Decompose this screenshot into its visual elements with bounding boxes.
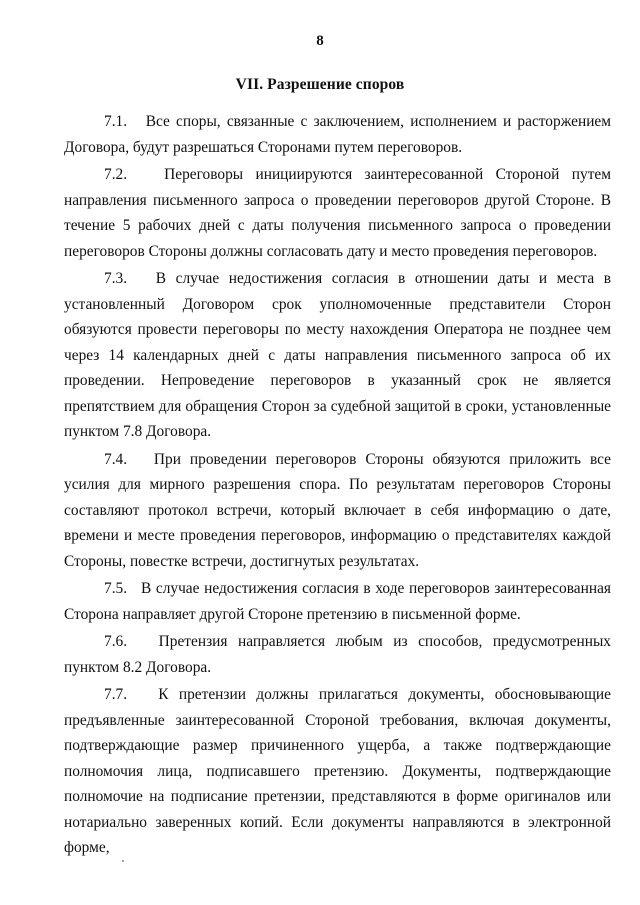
section-heading: VII. Разрешение споров bbox=[235, 76, 405, 93]
paragraph-7-5 bbox=[64, 576, 611, 627]
document-body bbox=[64, 109, 611, 863]
paragraph-text: В случае недостижения согласия в отношении даты и места в установленный Договором срок уполномоченные представители Сторон обязуются провести переговоры по месту нахождения Оператора не позднее чем через 14 календарных дней с даты направления письменного запроса об их проведении. Непроведение переговоров в указанный срок не является препятствием для обращения Сторон за судебной защитой в сроки, установленные пунктом 7.8 Договора. bbox=[64, 270, 611, 440]
paragraph-text: Претензия направляется любым из способов, предусмотренных пунктом 8.2 Договора. bbox=[64, 633, 611, 676]
paragraph-7-1 bbox=[64, 109, 611, 160]
paragraph-number: 7.2. bbox=[104, 166, 128, 183]
paragraph-7-3 bbox=[64, 266, 611, 445]
paragraph-number: 7.5. bbox=[104, 580, 128, 597]
paragraph-text: Все споры, связанные с заключением, исполнением и расторжением Договора, будут разрешаться Сторонами путем переговоров. bbox=[64, 113, 612, 156]
paragraph-7-4 bbox=[64, 447, 611, 575]
paragraph-7-2 bbox=[64, 162, 611, 264]
paragraph-number: 7.4. bbox=[104, 450, 128, 468]
paragraph-number: 7.1. bbox=[104, 113, 128, 130]
scan-speck bbox=[122, 860, 124, 862]
paragraph-text: В случае недостижения согласия в ходе переговоров заинтересованная Сторона направляет другой Стороне претензию в письменной форме. bbox=[64, 580, 611, 623]
page-number: 8 bbox=[316, 33, 324, 49]
paragraph-number: 7.6. bbox=[104, 633, 128, 650]
paragraph-number: 7.3. bbox=[104, 270, 128, 287]
paragraph-number: 7.7. bbox=[104, 686, 128, 703]
paragraph-text: К претензии должны прилагаться документы, обосновывающие предъявленные заинтересованной Стороной требования, включая документы, подтверждающие размер причиненного ущерба, а также подтверждающие полномочия лица, подписавшего претензию. Документы, подтверждающие полномочие на подписание претензии, представляются в форме оригиналов или нотариально заверенных копий. Если документы направляются в электронной форме, bbox=[64, 686, 611, 856]
paragraph-7-6 bbox=[64, 629, 611, 680]
paragraph-7-7 bbox=[64, 682, 611, 861]
paragraph-text: При проведении переговоров Стороны обязуются приложить все усилия для мирного разрешения спора. По результатам переговоров Стороны составляют протокол встречи, который включает в себя информацию о дате, времени и месте проведения переговоров, информацию о представителях каждой Стороны, повестке встречи, достигнутых результатах. bbox=[64, 450, 611, 570]
paragraph-text: Переговоры инициируются заинтересованной Стороной путем направления письменного запроса о проведении переговоров другой Стороне. В течение 5 рабочих дней с даты получения письменного запроса о проведении переговоров Стороны должны согласовать дату и место проведения переговоров. bbox=[64, 166, 611, 260]
